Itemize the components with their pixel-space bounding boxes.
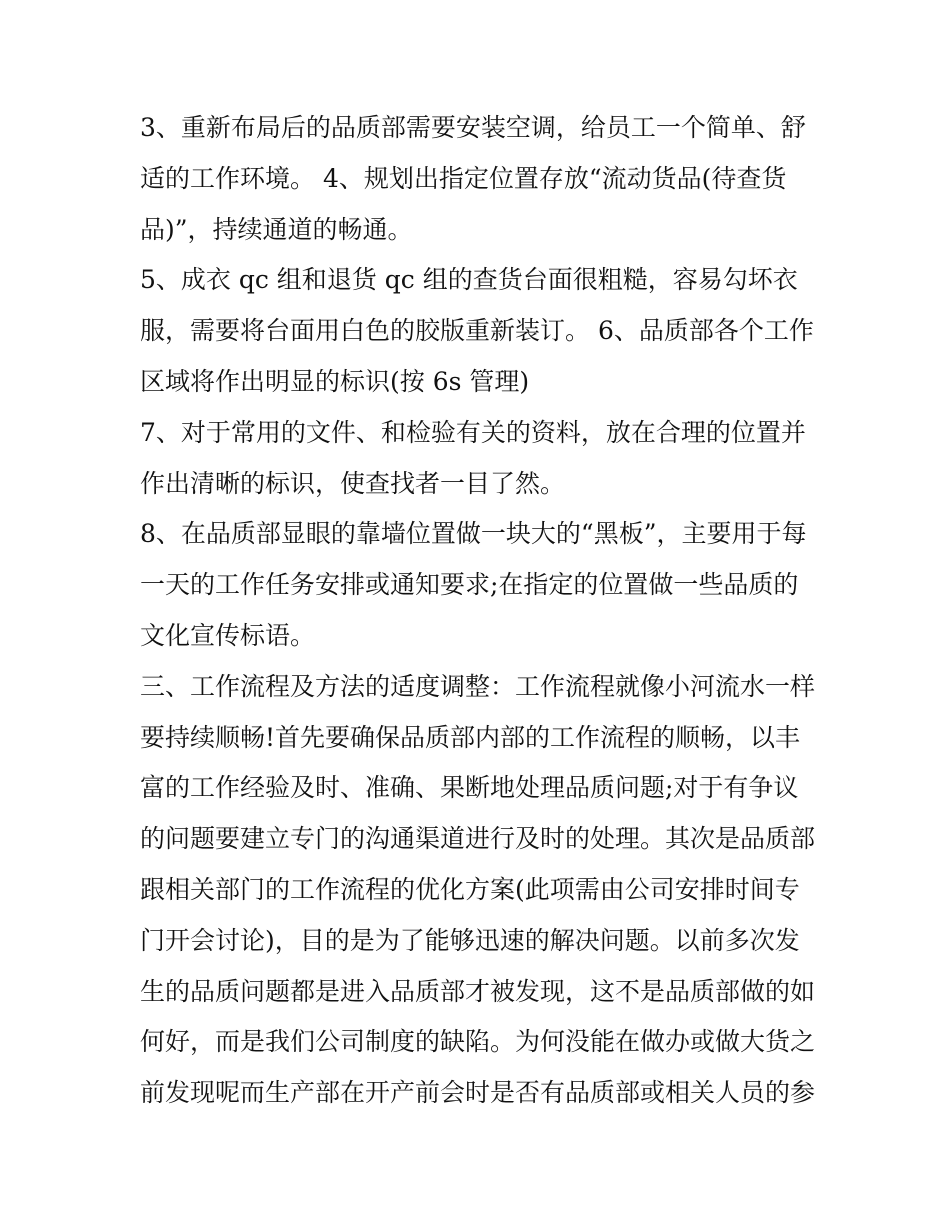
text-line: 生的品质问题都是进入品质部才被发现，这不是品质部做的如 — [140, 976, 816, 1006]
text-line: 何好，而是我们公司制度的缺陷。为何没能在做办或做大货之 — [140, 1027, 816, 1057]
text-line: 前发现呢而生产部在开产前会时是否有品质部或相关人员的参 — [140, 1078, 816, 1108]
text-line: 区域将作出明显的标识(按 6s 管理) — [140, 366, 530, 396]
text-line: 适的工作环境。 4、规划出指定位置存放“流动货品(待查货 — [140, 163, 787, 193]
text-line: 品)”，持续通道的畅通。 — [140, 214, 413, 244]
text-line: 5、成衣 qc 组和退货 qc 组的查货台面很粗糙，容易勾坏衣 — [140, 265, 798, 295]
text-line: 服，需要将台面用白色的胶版重新装订。 6、品质部各个工作 — [140, 316, 814, 346]
text-line: 8、在品质部显眼的靠墙位置做一块大的“黑板”，主要用于每 — [140, 519, 807, 549]
text-line: 一天的工作任务安排或通知要求;在指定的位置做一些品质的 — [140, 570, 799, 600]
text-line: 3、重新布局后的品质部需要安装空调，给员工一个简单、舒 — [140, 113, 806, 142]
text-line: 的问题要建立专门的沟通渠道进行及时的处理。其次是品质部 — [140, 824, 816, 854]
text-line: 要持续顺畅!首先要确保品质部内部的工作流程的顺畅，以丰 — [140, 722, 801, 752]
text-line: 门开会讨论)，目的是为了能够迅速的解决问题。以前多次发 — [140, 925, 800, 955]
text-line: 三、工作流程及方法的适度调整：工作流程就像小河流水一样 — [140, 671, 816, 701]
text-line: 跟相关部门的工作流程的优化方案(此项需由公司安排时间专 — [140, 874, 800, 904]
document-body — [140, 103, 820, 1119]
text-line: 文化宣传标语。 — [140, 620, 316, 650]
text-line: 作出清晰的标识，使查找者一目了然。 — [140, 468, 566, 498]
text-line: 富的工作经验及时、准确、果断地处理品质问题;对于有争议 — [140, 773, 799, 803]
text-line: 7、对于常用的文件、和检验有关的资料，放在合理的位置并 — [140, 417, 806, 447]
